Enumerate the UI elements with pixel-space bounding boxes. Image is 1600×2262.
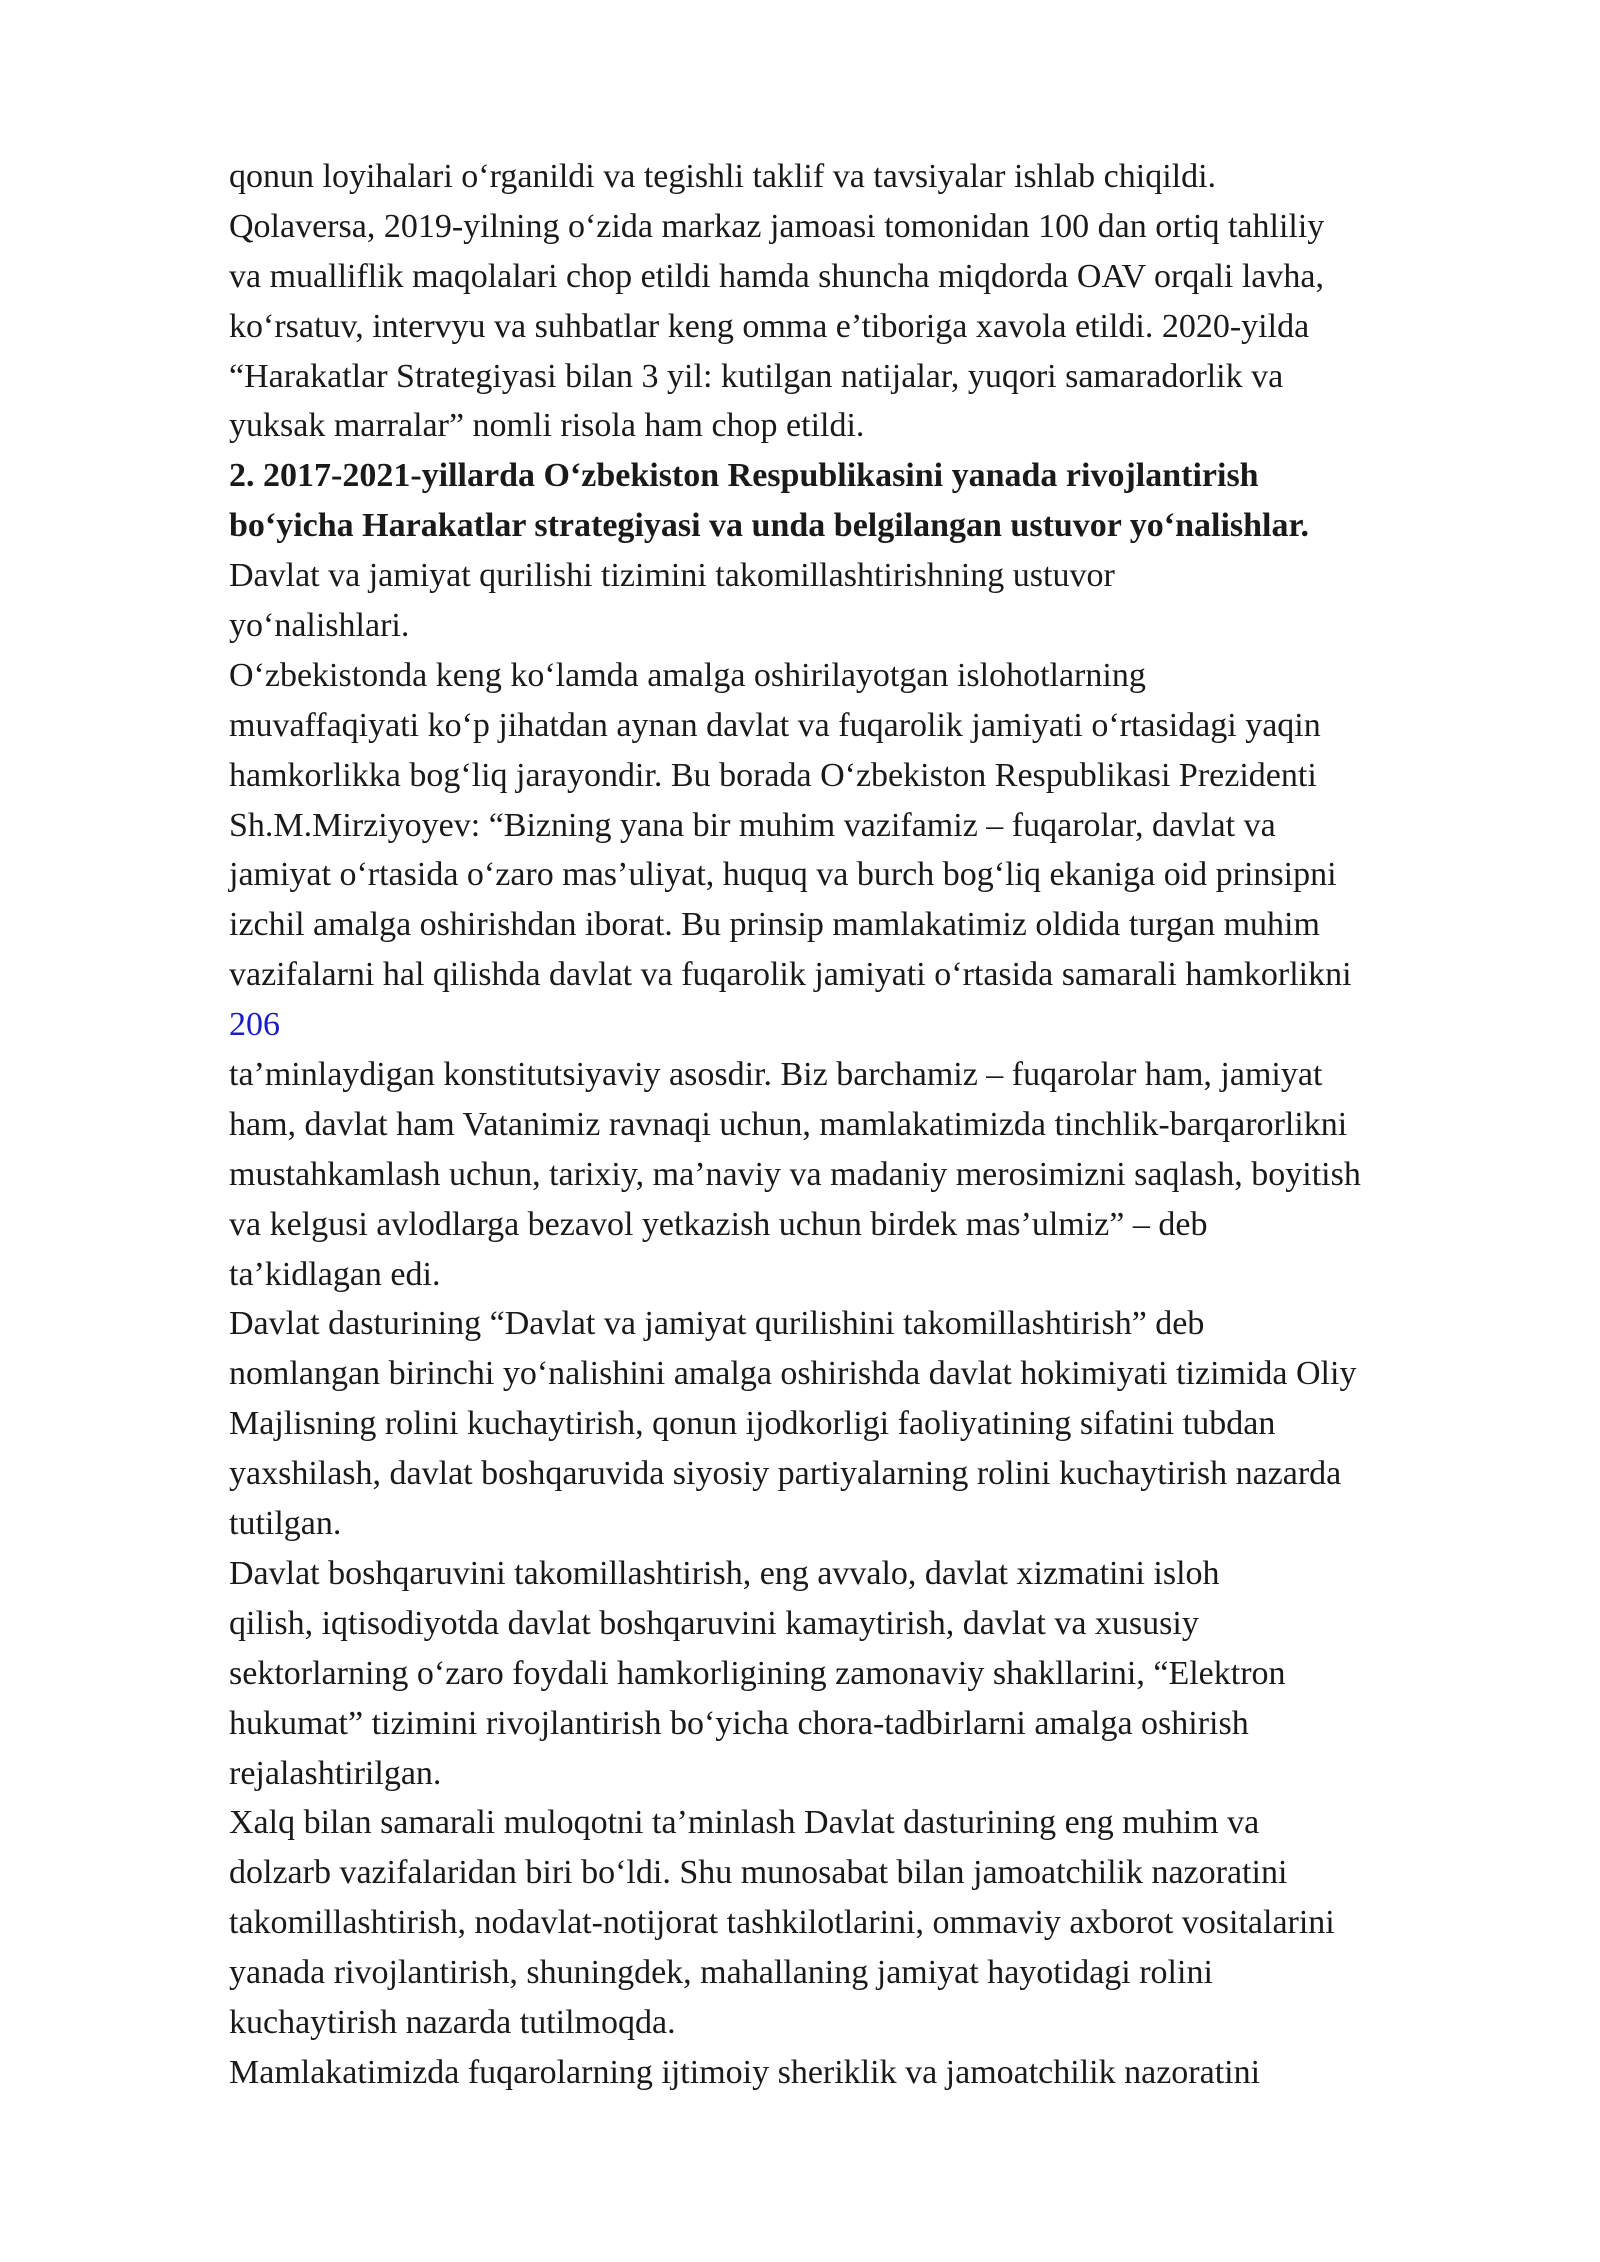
text-line: va kelgusi avlodlarga bezavol yetkazish uchun birdek mas’ulmiz” – deb [229, 1205, 1208, 1243]
text-line: vazifalarni hal qilishda davlat va fuqarolik jamiyati o‘rtasida samarali hamkorlikni [229, 956, 1352, 994]
text-line: Mamlakatimizda fuqarolarning ijtimoiy sheriklik va jamoatchilik nazoratini [229, 2053, 1261, 2091]
text-line: ta’kidlagan edi. [229, 1255, 441, 1293]
text-line: takomillashtirish, nodavlat-notijorat tashkilotlarini, ommaviy axborot vositalarini [229, 1904, 1335, 1942]
text-line: ko‘rsatuv, intervyu va suhbatlar keng omma e’tiboriga xavola etildi. 2020-yilda [229, 307, 1310, 345]
text-line: va mualliflik maqolalari chop etildi hamda shuncha miqdorda OAV orqali lavha, [229, 257, 1324, 295]
text-line: mustahkamlash uchun, tarixiy, ma’naviy va madaniy merosimizni saqlash, boyitish [229, 1155, 1361, 1193]
text-line: Davlat boshqaruvini takomillashtirish, eng avvalo, davlat xizmatini isloh [229, 1554, 1220, 1592]
text-line: yuksak marralar” nomli risola ham chop etildi. [229, 407, 865, 445]
text-line: “Harakatlar Strategiyasi bilan 3 yil: kutilgan natijalar, yuqori samaradorlik va [229, 357, 1284, 395]
text-line: Qolaversa, 2019-yilning o‘zida markaz jamoasi tomonidan 100 dan ortiq tahliliy [229, 207, 1325, 245]
text-line: yo‘nalishlari. [229, 607, 410, 645]
text-line: Majlisning rolini kuchaytirish, qonun ijodkorligi faoliyatining sifatini tubdan [229, 1405, 1276, 1443]
text-line: Sh.M.Mirziyoyev: “Bizning yana bir muhim vazifamiz – fuqarolar, davlat va [229, 806, 1276, 844]
text-line: hukumat” tizimini rivojlantirish bo‘yicha chora-tadbirlarni amalga oshirish [229, 1704, 1249, 1742]
text-line: yanada rivojlantirish, shuningdek, mahallaning jamiyat hayotidagi rolini [229, 1954, 1213, 1992]
text-line: qilish, iqtisodiyotda davlat boshqaruvini kamaytirish, davlat va xususiy [229, 1604, 1199, 1642]
text-line: izchil amalga oshirishdan iborat. Bu prinsip mamlakatimiz oldida turgan muhim [229, 906, 1320, 944]
text-line: dolzarb vazifalaridan biri bo‘ldi. Shu munosabat bilan jamoatchilik nazoratini [229, 1854, 1288, 1892]
section-heading-line: 2. 2017-2021-yillarda O‘zbekiston Respublikasini yanada rivojlantirish [229, 457, 1259, 495]
document-page [229, 152, 1529, 2098]
text-line: O‘zbekistonda keng ko‘lamda amalga oshirilayotgan islohotlarning [229, 656, 1146, 694]
page-number: 206 [229, 1006, 280, 1044]
text-line: kuchaytirish nazarda tutilmoqda. [229, 2003, 676, 2041]
text-line: rejalashtirilgan. [229, 1754, 442, 1792]
text-line: qonun loyihalari o‘rganildi va tegishli taklif va tavsiyalar ishlab chiqildi. [229, 158, 1217, 195]
text-line: Davlat va jamiyat qurilishi tizimini takomillashtirishning ustuvor [229, 557, 1115, 595]
text-line: ham, davlat ham Vatanimiz ravnaqi uchun, mamlakatimizda tinchlik-barqarorlikni [229, 1105, 1348, 1143]
text-line: Davlat dasturining “Davlat va jamiyat qurilishini takomillashtirish” deb [229, 1305, 1205, 1343]
text-line: yaxshilash, davlat boshqaruvida siyosiy partiyalarning rolini kuchaytirish nazarda [229, 1455, 1342, 1493]
section-heading-line: bo‘yicha Harakatlar strategiyasi va unda belgilangan ustuvor yo‘nalishlar. [229, 507, 1309, 545]
text-line: hamkorlikka bog‘liq jarayondir. Bu borada O‘zbekiston Respublikasi Prezidenti [229, 756, 1317, 794]
text-line: ta’minlaydigan konstitutsiyaviy asosdir. Biz barchamiz – fuqarolar ham, jamiyat [229, 1056, 1323, 1094]
text-line: sektorlarning o‘zaro foydali hamkorligining zamonaviy shakllarini, “Elektron [229, 1654, 1286, 1692]
text-line: muvaffaqiyati ko‘p jihatdan aynan davlat va fuqarolik jamiyati o‘rtasidagi yaqin [229, 706, 1321, 744]
text-line: nomlangan birinchi yo‘nalishini amalga oshirishda davlat hokimiyati tizimida Oliy [229, 1355, 1357, 1393]
text-line: Xalq bilan samarali muloqotni ta’minlash Davlat dasturining eng muhim va [229, 1804, 1260, 1842]
text-line: jamiyat o‘rtasida o‘zaro mas’uliyat, huquq va burch bog‘liq ekaniga oid prinsipni [229, 856, 1337, 894]
text-line: tutilgan. [229, 1505, 342, 1543]
